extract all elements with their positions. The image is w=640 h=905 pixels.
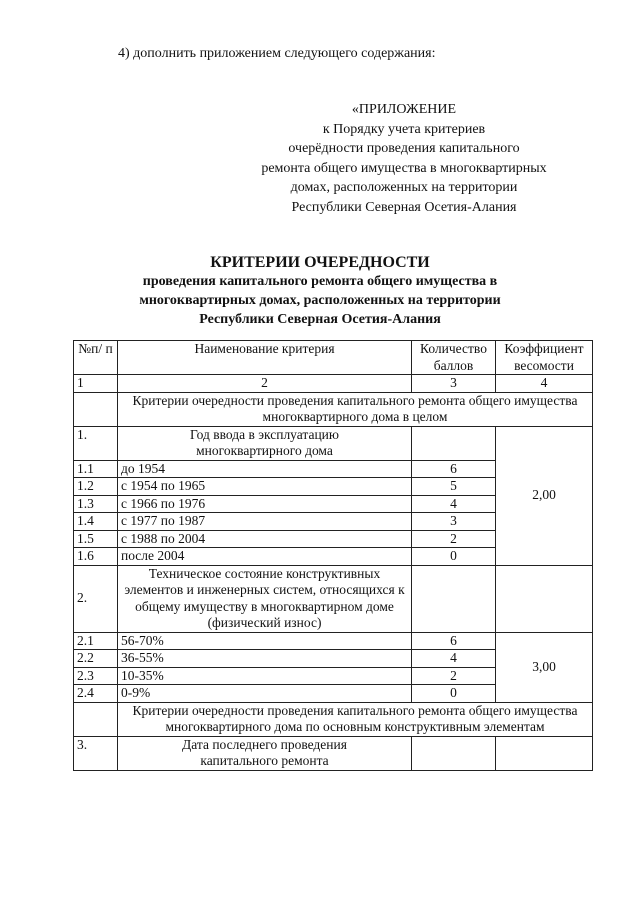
- row-points: 6: [412, 460, 496, 478]
- empty-cell: [412, 565, 496, 632]
- empty-cell: [412, 736, 496, 770]
- appendix-line: домах, расположенных на территории: [290, 180, 518, 195]
- row-num: 2.4: [74, 685, 118, 703]
- criteria-title: [110, 253, 530, 329]
- row-num: 1.2: [74, 478, 118, 496]
- row-name: 36-55%: [118, 650, 412, 668]
- table-row: [74, 632, 593, 650]
- row-name: до 1954: [118, 460, 412, 478]
- appendix-header: [244, 100, 564, 217]
- row-num: 1.4: [74, 513, 118, 531]
- group-num: 2.: [74, 565, 118, 632]
- group-name: Год ввода в эксплуатацию многоквартирного дома: [118, 426, 412, 460]
- row-name: с 1954 по 1965: [118, 478, 412, 496]
- row-name: с 1988 по 2004: [118, 530, 412, 548]
- row-points: 4: [412, 495, 496, 513]
- row-points: 0: [412, 685, 496, 703]
- criteria-title-main: КРИТЕРИИ ОЧЕРЕДНОСТИ: [210, 254, 430, 271]
- row-num: 2.2: [74, 650, 118, 668]
- intro-text: 4) дополнить приложением следующего содержания:: [118, 46, 436, 61]
- section-title: Критерии очередности проведения капитального ремонта общего имущества многоквартирного дома в целом: [118, 392, 593, 426]
- index-cell: 4: [496, 375, 593, 393]
- section-title: Критерии очередности проведения капитального ремонта общего имущества многоквартирного дома по основным конструктивным элементам: [118, 702, 593, 736]
- group-num: 1.: [74, 426, 118, 460]
- empty-cell: [496, 736, 593, 770]
- row-num: 1.1: [74, 460, 118, 478]
- table-index-row: [74, 375, 593, 393]
- table-header-row: [74, 341, 593, 375]
- group-row: [74, 565, 593, 632]
- index-cell: 1: [74, 375, 118, 393]
- criteria-subtitle-line: проведения капитального ремонта общего имущества в: [142, 274, 498, 289]
- group-name: Дата последнего проведения капитального ремонта: [118, 736, 412, 770]
- row-num: 2.3: [74, 667, 118, 685]
- row-num: 1.3: [74, 495, 118, 513]
- header-points: Количество баллов: [412, 341, 496, 375]
- row-points: 3: [412, 513, 496, 531]
- row-num: 1.5: [74, 530, 118, 548]
- empty-cell: [74, 702, 118, 736]
- row-num: 2.1: [74, 632, 118, 650]
- empty-cell: [496, 565, 593, 632]
- row-points: 5: [412, 478, 496, 496]
- coef-cell: 2,00: [496, 426, 593, 565]
- index-cell: 2: [118, 375, 412, 393]
- appendix-line: Республики Северная Осетия-Алания: [291, 199, 517, 215]
- row-name: 10-35%: [118, 667, 412, 685]
- group-row: [74, 736, 593, 770]
- row-points: 6: [412, 632, 496, 650]
- row-name: после 2004: [118, 548, 412, 566]
- appendix-line: очерёдности проведения капитального: [288, 141, 520, 156]
- group-name: Техническое состояние конструктивных элементов и инженерных систем, относящихся к общему имуществу в многоквартирном доме (физический износ): [118, 565, 412, 632]
- header-coef: Коэффициент весомости: [496, 341, 593, 375]
- appendix-line: «ПРИЛОЖЕНИЕ: [351, 102, 457, 117]
- row-name: с 1966 по 1976: [118, 495, 412, 513]
- row-points: 4: [412, 650, 496, 668]
- header-name: Наименование критерия: [118, 341, 412, 375]
- row-name: 56-70%: [118, 632, 412, 650]
- criteria-subtitle-line: многоквартирных домах, расположенных на территории: [139, 293, 501, 308]
- group-num: 3.: [74, 736, 118, 770]
- row-points: 2: [412, 530, 496, 548]
- row-name: с 1977 по 1987: [118, 513, 412, 531]
- row-points: 0: [412, 548, 496, 566]
- empty-cell: [412, 426, 496, 460]
- row-num: 1.6: [74, 548, 118, 566]
- coef-cell: 3,00: [496, 632, 593, 702]
- criteria-subtitle-line: Республики Северная Осетия-Алания: [199, 312, 441, 327]
- group-row: [74, 426, 593, 460]
- section-row: [74, 392, 593, 426]
- criteria-table: [73, 340, 593, 771]
- row-points: 2: [412, 667, 496, 685]
- appendix-line: к Порядку учета критериев: [322, 121, 486, 137]
- section-row: [74, 702, 593, 736]
- row-name: 0-9%: [118, 685, 412, 703]
- index-cell: 3: [412, 375, 496, 393]
- appendix-line: ремонта общего имущества в многоквартирных: [261, 160, 547, 176]
- empty-cell: [74, 392, 118, 426]
- header-num: №п/ п: [74, 341, 118, 375]
